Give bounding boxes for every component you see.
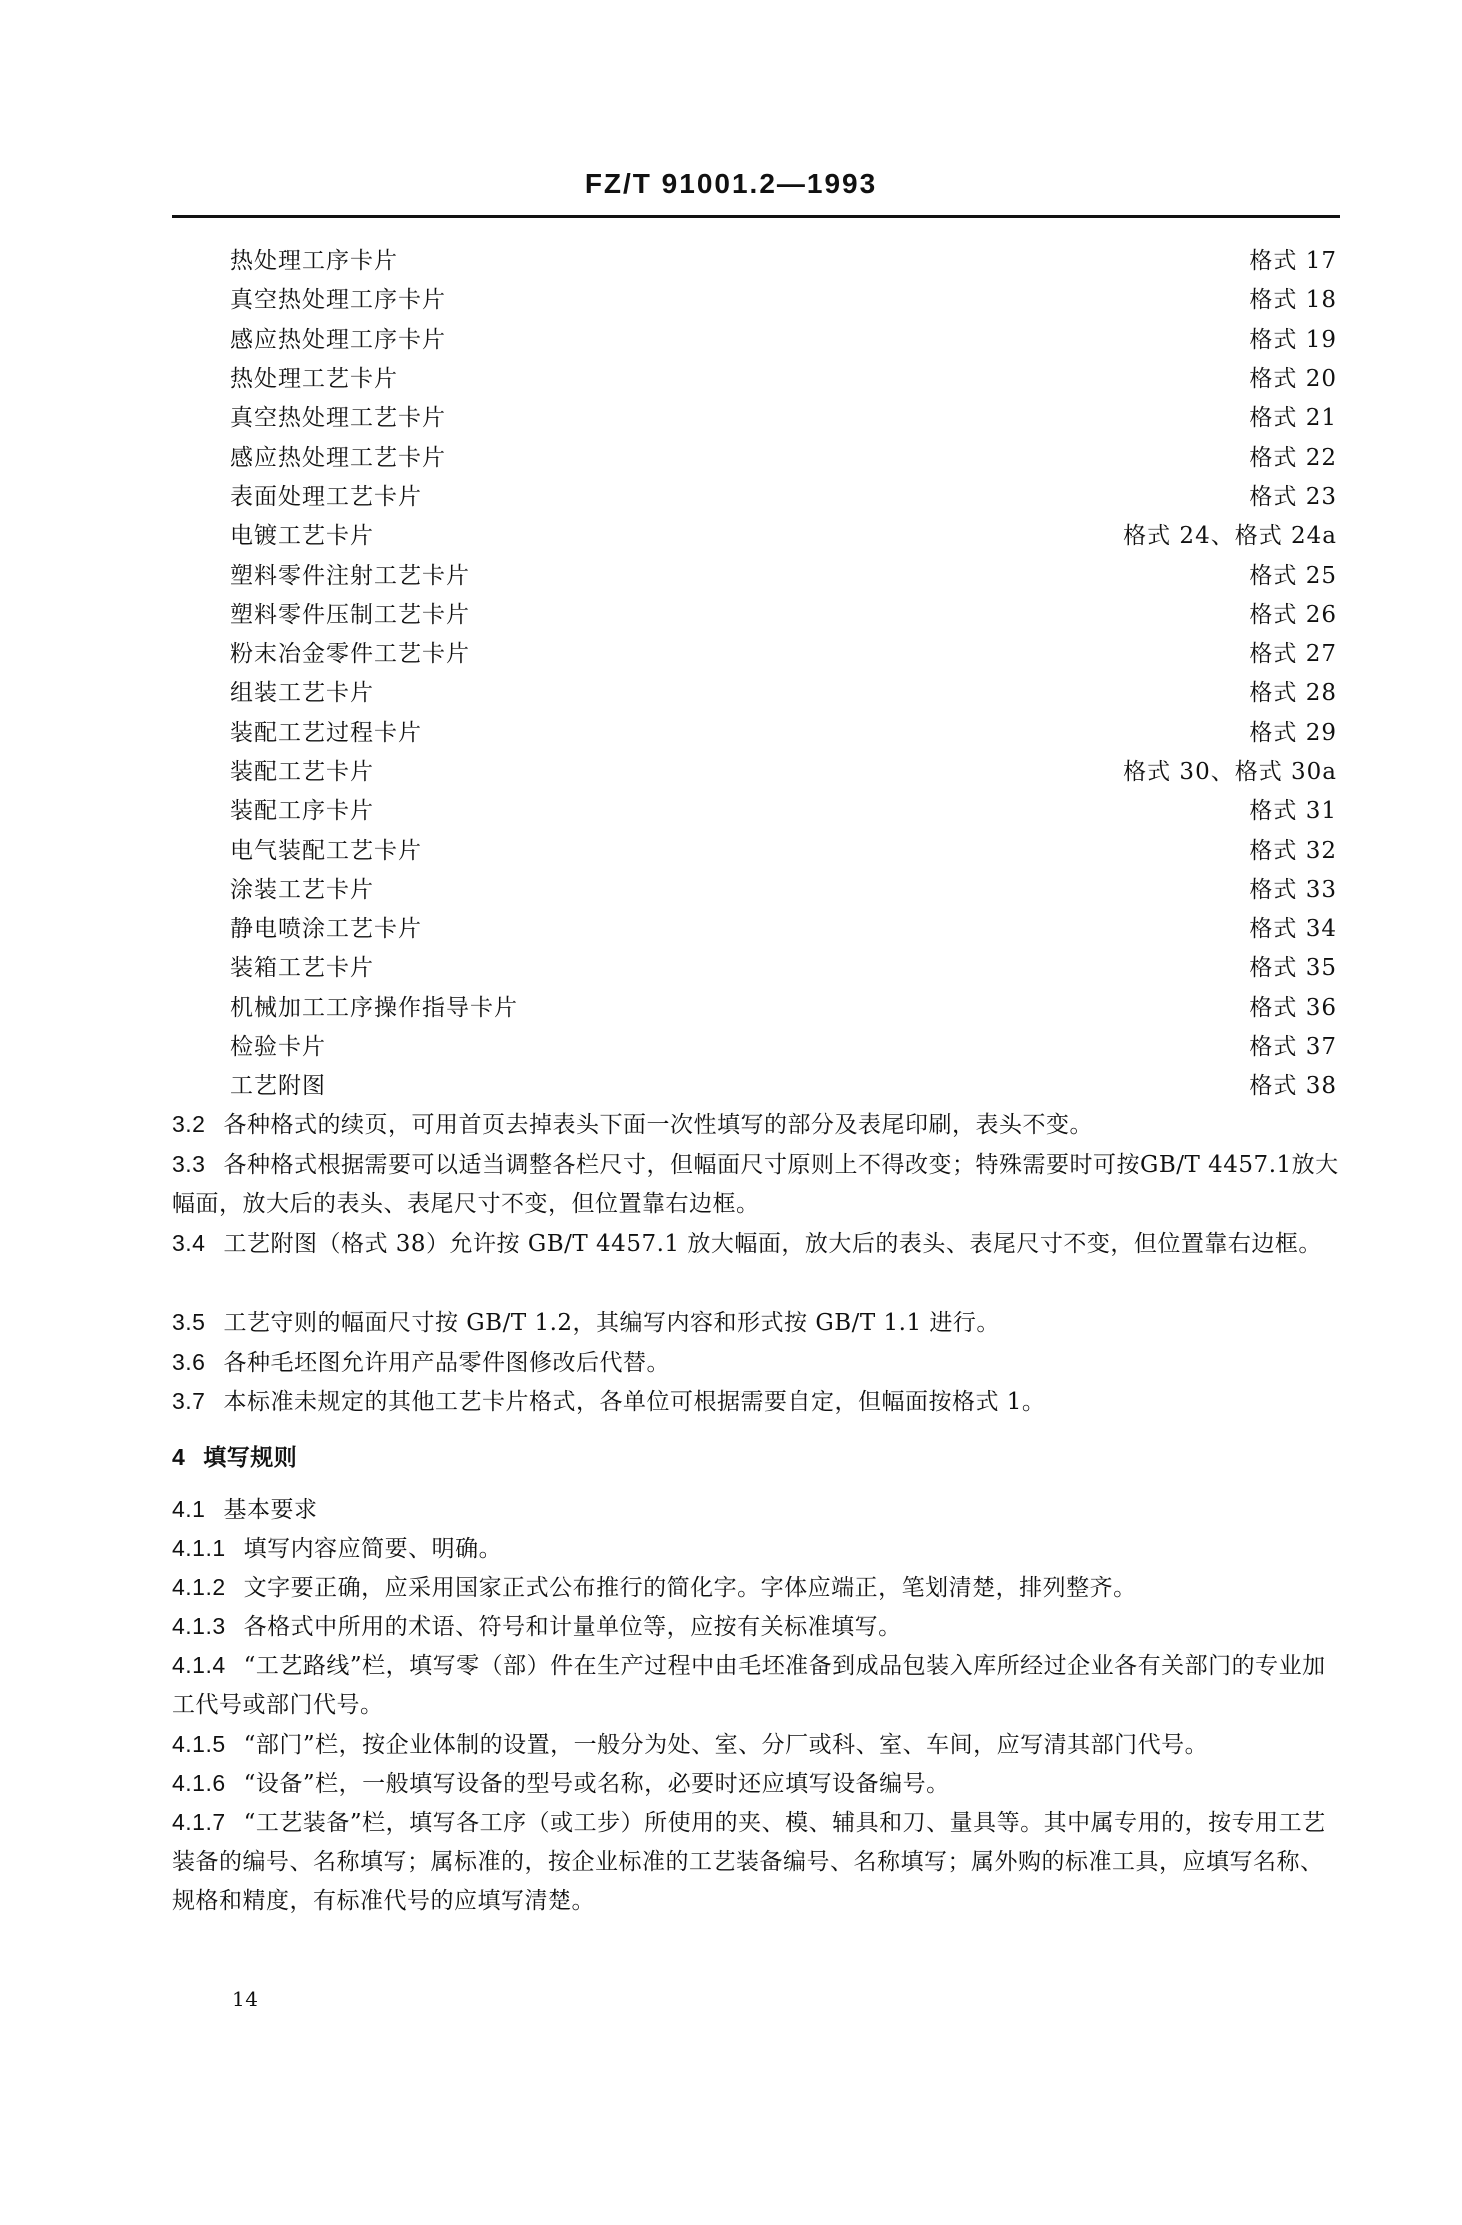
format-card-name: 装配工艺过程卡片 — [230, 719, 422, 746]
clause-text: “工艺路线”栏，填写零（部）件在生产过程中由毛坯准备到成品包装入库所经过企业各有关部门的专业加工代号或部门代号。 — [172, 1653, 1326, 1718]
clause-number: 3.2 — [172, 1111, 206, 1137]
clause-number: 3.4 — [172, 1230, 206, 1256]
clause-text: 填写内容应简要、明确。 — [243, 1536, 503, 1562]
format-card-name: 电镀工艺卡片 — [230, 523, 374, 550]
format-card-name: 感应热处理工序卡片 — [230, 326, 446, 353]
clause-number: 3.6 — [172, 1349, 206, 1375]
format-list-item — [230, 986, 1337, 1025]
clause-number: 3.3 — [172, 1151, 206, 1177]
clause-text: 各种格式的续页，可用首页去掉表头下面一次性填写的部分及表尾印刷，表头不变。 — [223, 1112, 1093, 1138]
format-number: 格式 38 — [1249, 1073, 1337, 1100]
format-card-name: 装配工序卡片 — [230, 798, 374, 825]
paragraph-3-2 — [172, 1105, 1340, 1145]
section-title: 填写规则 — [203, 1444, 298, 1471]
format-list-item — [230, 396, 1337, 435]
format-card-name: 热处理工艺卡片 — [230, 366, 398, 393]
clause-number: 4.1.4 — [172, 1652, 226, 1678]
format-number: 格式 17 — [1249, 248, 1337, 275]
clause-number: 4.1.3 — [172, 1613, 226, 1639]
clause-text: 工艺守则的幅面尺寸按 GB/T 1.2，其编写内容和形式按 GB/T 1.1 进行。 — [223, 1310, 1000, 1336]
paragraph-4-1 — [172, 1490, 1340, 1530]
format-number: 格式 31 — [1249, 798, 1337, 825]
format-number: 格式 19 — [1249, 326, 1337, 353]
format-list-item — [230, 1064, 1337, 1103]
format-card-name: 电气装配工艺卡片 — [230, 837, 422, 864]
section-number: 4 — [172, 1444, 186, 1470]
format-card-name: 涂装工艺卡片 — [230, 876, 374, 903]
format-card-name: 感应热处理工艺卡片 — [230, 444, 446, 471]
clause-text: 基本要求 — [223, 1497, 318, 1523]
clause-text: “设备”栏，一般填写设备的型号或名称，必要时还应填写设备编号。 — [243, 1771, 950, 1797]
clause-number: 4.1.1 — [172, 1535, 226, 1561]
clause-text: 各种格式根据需要可以适当调整各栏尺寸，但幅面尺寸原则上不得改变；特殊需要时可按GB/T 4457.1放大幅面，放大后的表头、表尾尺寸不变，但位置靠右边框。 — [172, 1152, 1339, 1217]
format-number: 格式 33 — [1249, 876, 1337, 903]
format-list — [230, 239, 1337, 1104]
format-card-name: 真空热处理工艺卡片 — [230, 405, 446, 432]
format-list-item — [230, 239, 1337, 278]
format-card-name: 真空热处理工序卡片 — [230, 287, 446, 314]
format-list-item — [230, 357, 1337, 396]
paragraph-4-1-1 — [172, 1529, 1340, 1569]
format-number: 格式 35 — [1249, 955, 1337, 982]
format-card-name: 装配工艺卡片 — [230, 759, 374, 785]
paragraph-3-4 — [172, 1224, 1340, 1264]
format-list-item — [230, 278, 1337, 317]
format-number: 格式 28 — [1249, 680, 1337, 707]
format-list-item — [230, 553, 1337, 592]
format-list-item — [230, 1025, 1337, 1064]
format-number: 格式 25 — [1249, 562, 1337, 589]
format-number: 格式 18 — [1249, 287, 1337, 314]
format-number: 格式 32 — [1249, 837, 1337, 864]
format-list-item — [230, 828, 1337, 867]
header-rule — [172, 215, 1340, 218]
format-list-item — [230, 868, 1337, 907]
format-list-item — [230, 632, 1337, 671]
format-card-name: 粉末冶金零件工艺卡片 — [230, 641, 470, 668]
format-card-name: 热处理工序卡片 — [230, 248, 398, 275]
format-card-name: 塑料零件压制工艺卡片 — [230, 601, 470, 628]
clause-text: 工艺附图（格式 38）允许按 GB/T 4457.1 放大幅面，放大后的表头、表尾尺寸不变，但位置靠右边框。 — [223, 1231, 1322, 1257]
paragraph-4-1-5 — [172, 1725, 1340, 1765]
format-list-item — [230, 593, 1337, 632]
clause-number: 4.1 — [172, 1496, 206, 1522]
paragraph-4-1-3 — [172, 1607, 1340, 1647]
clause-number: 3.5 — [172, 1309, 206, 1335]
clause-number: 4.1.7 — [172, 1809, 226, 1835]
clause-number: 4.1.6 — [172, 1770, 226, 1796]
page-number: 14 — [232, 1987, 259, 2011]
format-number: 格式 37 — [1249, 1034, 1337, 1061]
document-header: FZ/T 91001.2—1993 — [584, 168, 878, 199]
format-number: 格式 27 — [1249, 641, 1337, 668]
format-card-name: 塑料零件注射工艺卡片 — [230, 562, 470, 589]
format-card-name: 检验卡片 — [230, 1034, 326, 1061]
clause-text: “部门”栏，按企业体制的设置，一般分为处、室、分厂或科、室、车间，应写清其部门代号。 — [243, 1732, 1209, 1758]
format-number: 格式 36 — [1249, 994, 1337, 1021]
format-list-item — [230, 750, 1337, 789]
clause-text: 各格式中所用的术语、符号和计量单位等，应按有关标准填写。 — [243, 1614, 902, 1640]
paragraph-4-1-7 — [172, 1803, 1340, 1921]
paragraph-3-5 — [172, 1303, 1340, 1343]
clause-text: 文字要正确，应采用国家正式公布推行的简化字。字体应端正，笔划清楚，排列整齐。 — [243, 1575, 1137, 1601]
format-number: 格式 22 — [1249, 444, 1337, 471]
format-number: 格式 20 — [1249, 366, 1337, 393]
format-list-item — [230, 907, 1337, 946]
format-number: 格式 34 — [1249, 916, 1337, 943]
format-list-item — [230, 318, 1337, 357]
format-list-item — [230, 711, 1337, 750]
clause-text: 本标准未规定的其他工艺卡片格式，各单位可根据需要自定，但幅面按格式 1。 — [223, 1389, 1046, 1415]
format-number: 格式 26 — [1249, 601, 1337, 628]
format-number: 格式 30、格式 30a — [1123, 759, 1337, 785]
clause-number: 3.7 — [172, 1388, 206, 1414]
format-card-name: 装箱工艺卡片 — [230, 955, 374, 982]
paragraph-4-1-6 — [172, 1764, 1340, 1804]
paragraph-4-1-2 — [172, 1568, 1340, 1608]
format-list-item — [230, 671, 1337, 710]
clause-text: 各种毛坯图允许用产品零件图修改后代替。 — [223, 1350, 670, 1376]
paragraph-4-1-4 — [172, 1646, 1340, 1725]
format-list-item — [230, 475, 1337, 514]
paragraph-3-7 — [172, 1382, 1340, 1422]
format-list-item — [230, 789, 1337, 828]
format-number: 格式 24、格式 24a — [1123, 523, 1337, 550]
format-card-name: 静电喷涂工艺卡片 — [230, 916, 422, 943]
format-number: 格式 23 — [1249, 483, 1337, 510]
format-number: 格式 29 — [1249, 719, 1337, 746]
format-list-item — [230, 514, 1337, 553]
clause-text: “工艺装备”栏，填写各工序（或工步）所使用的夹、模、辅具和刀、量具等。其中属专用的，按专用工艺装备的编号、名称填写；属标准的，按企业标准的工艺装备编号、名称填写；属外购的标准工具，应填写名称、规格和精度，有标准代号的应填写清楚。 — [172, 1810, 1326, 1914]
format-card-name: 表面处理工艺卡片 — [230, 483, 422, 510]
section-4-heading — [172, 1438, 1340, 1477]
paragraph-3-6 — [172, 1343, 1340, 1383]
format-card-name: 工艺附图 — [230, 1073, 326, 1100]
format-number: 格式 21 — [1249, 405, 1337, 432]
format-list-item — [230, 946, 1337, 985]
clause-number: 4.1.2 — [172, 1574, 226, 1600]
format-card-name: 机械加工工序操作指导卡片 — [230, 994, 518, 1021]
format-card-name: 组装工艺卡片 — [230, 680, 374, 707]
paragraph-3-3 — [172, 1145, 1340, 1224]
format-list-item — [230, 435, 1337, 474]
clause-number: 4.1.5 — [172, 1731, 226, 1757]
